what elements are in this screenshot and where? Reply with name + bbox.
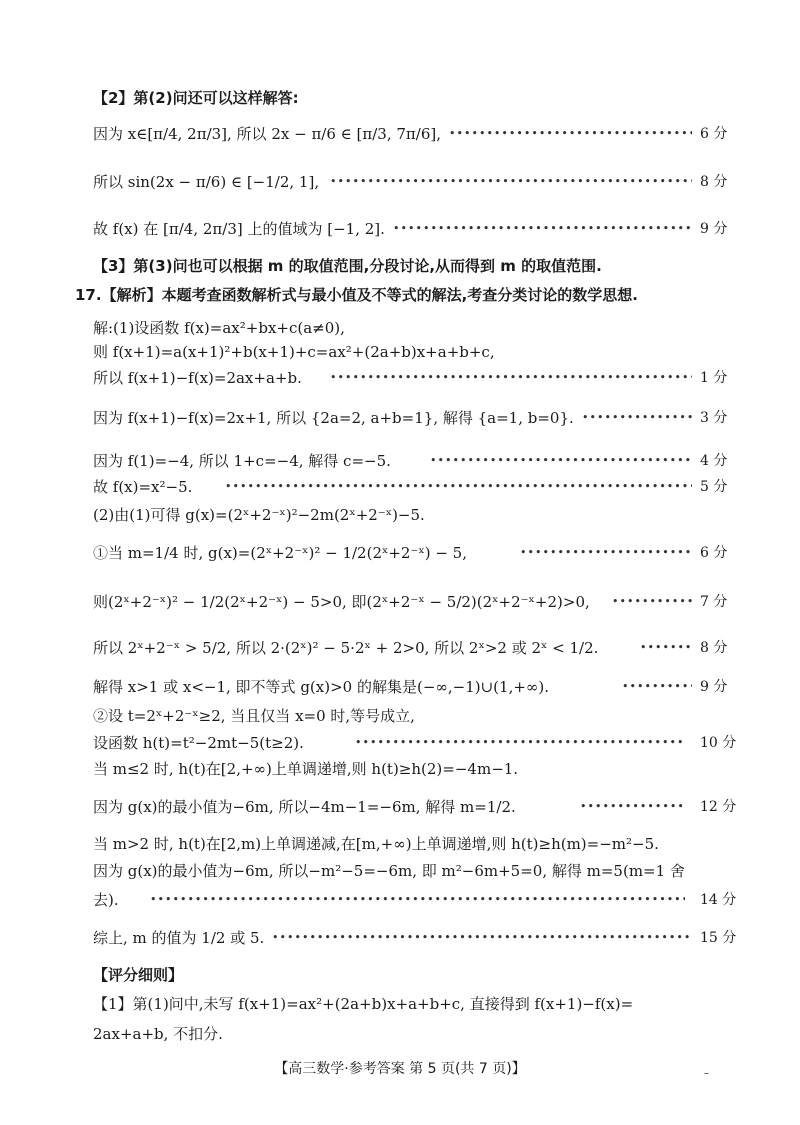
score-label: 8 分: [700, 640, 728, 656]
score-label: 14 分: [700, 892, 737, 908]
section-heading: 17.【解析】本题考查函数解析式与最小值及不等式的解法,考查分类讨论的数学思想.: [75, 286, 638, 304]
line-text: ①当 m=1/4 时, g(x)=(2ˣ+2⁻ˣ)² − 1/2(2ˣ+2⁻ˣ) − 5,: [93, 544, 467, 562]
line-text: 解得 x>1 或 x<−1, 即不等式 g(x)>0 的解集是(−∞,−1)∪(1,+∞).: [93, 678, 550, 696]
score-label: 12 分: [700, 799, 737, 815]
leader-dots: [272, 928, 692, 948]
score-label: 6 分: [700, 126, 728, 142]
line-text: ②设 t=2ˣ+2⁻ˣ≥2, 当且仅当 x=0 时,等号成立,: [93, 707, 415, 725]
line-text: 去).: [93, 891, 119, 909]
line-text: 【1】第(1)问中,未写 f(x+1)=ax²+(2a+b)x+a+b+c, 直接得到 f(x+1)−f(x)=: [93, 995, 634, 1013]
leader-dots: [612, 592, 692, 612]
line-text: 因为 x∈[π/4, 2π/3], 所以 2x − π/6 ∈ [π/3, 7π/6],: [93, 125, 441, 143]
leader-dots: [393, 219, 692, 239]
line-text: 故 f(x)=x²−5.: [93, 478, 193, 496]
line-text: 则 f(x+1)=a(x+1)²+b(x+1)+c=ax²+(2a+b)x+a+b+c,: [93, 343, 495, 361]
line-text: 2ax+a+b, 不扣分.: [93, 1025, 223, 1043]
line-text: 【2】第(2)问还可以这样解答:: [93, 89, 299, 107]
line-text: 所以 2ˣ+2⁻ˣ > 5/2, 所以 2·(2ˣ)² − 5·2ˣ + 2>0, 所以 2ˣ>2 或 2ˣ < 1/2.: [93, 639, 599, 657]
score-label: 9 分: [700, 221, 728, 237]
leader-dots: [355, 733, 685, 753]
line-text: 所以 sin(2x − π/6) ∈ [−1/2, 1],: [93, 173, 320, 191]
line-text: 综上, m 的值为 1/2 或 5.: [93, 929, 265, 947]
line-text: 【3】第(3)问也可以根据 m 的取值范围,分段讨论,从而得到 m 的取值范围.: [93, 257, 602, 275]
score-label: 5 分: [700, 479, 728, 495]
line-text: 所以 f(x+1)−f(x)=2ax+a+b.: [93, 369, 302, 387]
score-label: 1 分: [700, 370, 728, 386]
leader-dots: [640, 638, 692, 658]
line-text: 则(2ˣ+2⁻ˣ)² − 1/2(2ˣ+2⁻ˣ) − 5>0, 即(2ˣ+2⁻ˣ − 5/2)(2ˣ+2⁻ˣ+2)>0,: [93, 593, 590, 611]
line-text: 因为 g(x)的最小值为−6m, 所以−4m−1=−6m, 解得 m=1/2.: [93, 798, 516, 816]
line-text: (2)由(1)可得 g(x)=(2ˣ+2⁻ˣ)²−2m(2ˣ+2⁻ˣ)−5.: [93, 506, 425, 524]
line-text: 故 f(x) 在 [π/4, 2π/3] 上的值域为 [−1, 2].: [93, 220, 385, 238]
score-label: 6 分: [700, 545, 728, 561]
leader-dots: [330, 368, 692, 388]
leader-dots: [150, 890, 685, 910]
leader-dots: [330, 172, 692, 192]
score-label: 3 分: [700, 410, 728, 426]
section-heading: 【评分细则】: [93, 966, 184, 984]
leader-dots: [622, 677, 692, 697]
score-label: 7 分: [700, 594, 728, 610]
line-text: 解:(1)设函数 f(x)=ax²+bx+c(a≠0),: [93, 319, 345, 337]
leader-dots: [580, 797, 684, 817]
page-footer: 【高三数学·参考答案 第 5 页(共 7 页)】: [274, 1061, 526, 1077]
line-text: 设函数 h(t)=t²−2mt−5(t≥2).: [93, 734, 304, 752]
corner-mark: –: [704, 1068, 709, 1079]
line-text: 因为 g(x)的最小值为−6m, 所以−m²−5=−6m, 即 m²−6m+5=0, 解得 m=5(m=1 舍: [93, 862, 685, 880]
leader-dots: [430, 451, 692, 471]
line-text: 因为 f(x+1)−f(x)=2x+1, 所以 {2a=2, a+b=1}, 解得 {a=1, b=0}.: [93, 409, 574, 427]
line-text: 当 m≤2 时, h(t)在[2,+∞)上单调递增,则 h(t)≥h(2)=−4m−1.: [93, 760, 519, 778]
leader-dots: [225, 477, 692, 497]
leader-dots: [449, 124, 692, 144]
score-label: 10 分: [700, 735, 737, 751]
line-text: 因为 f(1)=−4, 所以 1+c=−4, 解得 c=−5.: [93, 452, 391, 470]
leader-dots: [520, 543, 692, 563]
score-label: 8 分: [700, 174, 728, 190]
leader-dots: [582, 408, 692, 428]
score-label: 4 分: [700, 453, 728, 469]
score-label: 15 分: [700, 930, 737, 946]
line-text: 当 m>2 时, h(t)在[2,m)上单调递减,在[m,+∞)上单调递增,则 h(t)≥h(m)=−m²−5.: [93, 835, 659, 853]
score-label: 9 分: [700, 679, 728, 695]
